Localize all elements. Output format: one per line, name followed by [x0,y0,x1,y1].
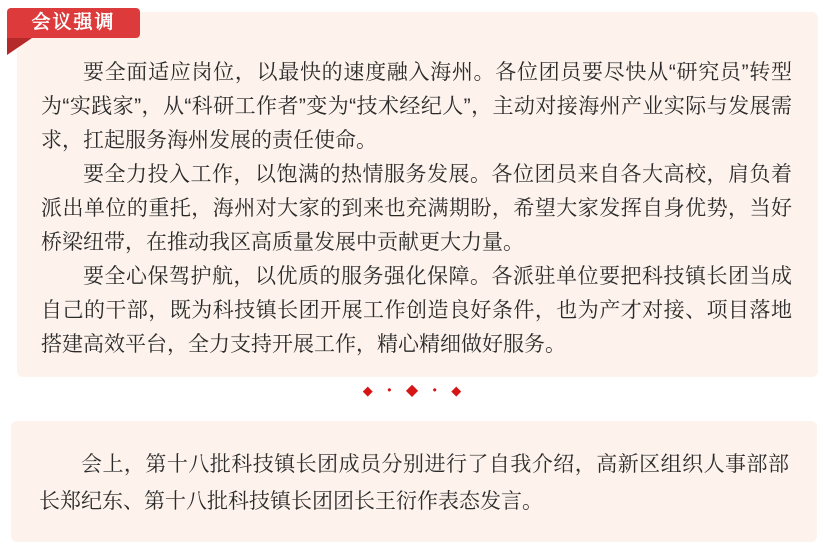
dot-icon: • [387,383,392,397]
section-badge-label: 会议强调 [31,12,116,33]
dot-icon: • [432,383,437,397]
paragraph-adapt-to-post: 要全面适应岗位，以最快的速度融入海州。各位团员要尽快从“研究员”转型为“实践家”，从“科研工作者”变为“技术经纪人”，主动对接海州产业实际与发展需求，扛起服务海州发展的责任使命。 [41,61,792,152]
diamond-icon: ◆ [451,383,462,398]
article-body [17,12,818,362]
paragraph-devote-to-work: 要全力投入工作，以饱满的热情服务发展。各位团员来自各大高校，肩负着派出单位的重托，海州对大家的到来也充满期盼，希望大家发挥自身优势，当好桥梁纽带，在推动我区高质量发展中贡献更大力量。 [41,163,792,254]
diamond-icon: ◆ [362,383,373,398]
diamond-icon: ◆ [405,382,419,399]
meeting-emphasis-card [17,12,818,377]
section-badge [7,8,140,38]
summary-paragraph: 会上，第十八批科技镇长团成员分别进行了自我介绍，高新区组织人事部部长郑纪东、第十八批科技镇长团团长王衍作表态发言。 [39,453,789,513]
paragraph-escort-service: 要全心保驾护航，以优质的服务强化保障。各派驻单位要把科技镇长团当成自己的干部，既为科技镇长团开展工作创造良好条件，也为产才对接、项目落地搭建高效平台，全力支持开展工作，精心精细做好服务。 [41,265,792,356]
summary-card [11,421,817,542]
diamond-divider [0,379,824,403]
